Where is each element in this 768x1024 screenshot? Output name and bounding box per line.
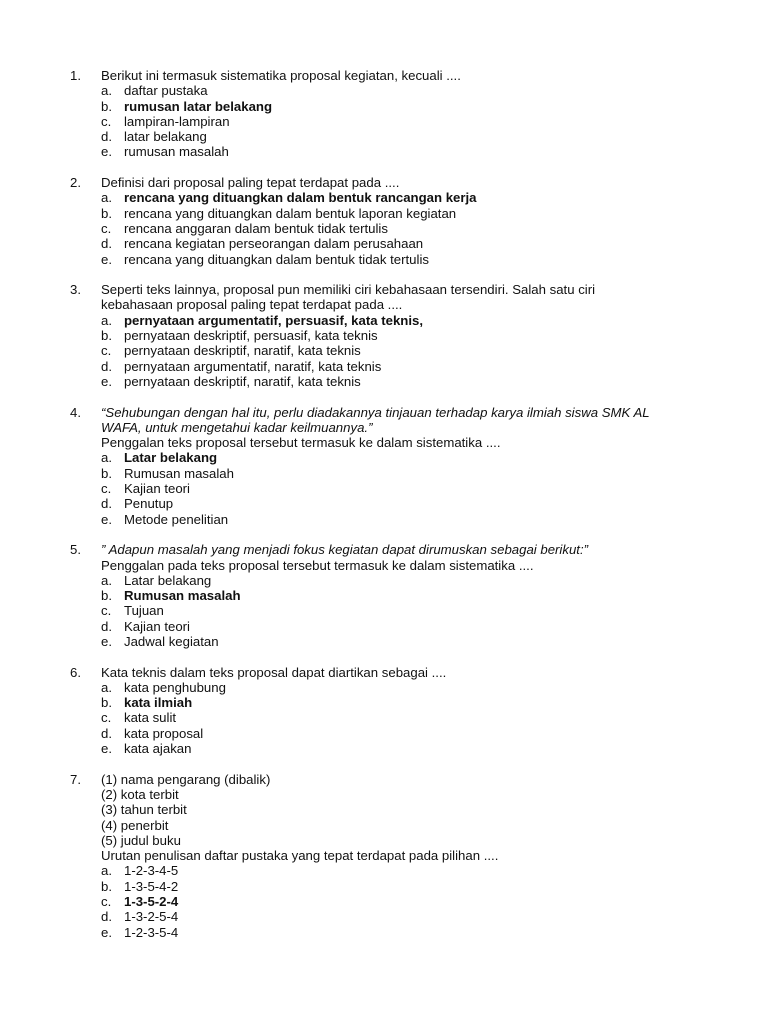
answer-option bbox=[101, 588, 701, 603]
option-label: b. bbox=[101, 878, 112, 894]
option-text: rencana yang dituangkan dalam bentuk laporan kegiatan bbox=[124, 205, 457, 221]
question-text-line: ” Adapun masalah yang menjadi fokus kegiatan dapat dirumuskan sebagai berikut:” bbox=[101, 542, 589, 558]
question-text-line: Berikut ini termasuk sistematika proposal kegiatan, kecuali .... bbox=[101, 68, 461, 83]
option-label: b. bbox=[101, 205, 112, 221]
question-text-line: “Sehubungan dengan hal itu, perlu diadakannya tinjauan terhadap karya ilmiah siswa SMK AL bbox=[101, 404, 650, 420]
option-label: d. bbox=[101, 358, 112, 374]
question-body bbox=[101, 542, 701, 649]
question-text-line: kebahasaan proposal paling tepat terdapat pada .... bbox=[101, 297, 403, 313]
option-label: c. bbox=[101, 710, 112, 726]
option-text: 1-2-3-5-4 bbox=[124, 924, 179, 940]
option-label: c. bbox=[101, 894, 112, 910]
answer-option bbox=[101, 374, 701, 389]
option-label: e. bbox=[101, 511, 112, 527]
answer-option bbox=[101, 99, 701, 114]
answer-option bbox=[101, 221, 701, 236]
question-number: 4. bbox=[70, 404, 81, 420]
option-label: e. bbox=[101, 373, 112, 389]
option-text: Jadwal kegiatan bbox=[124, 633, 219, 649]
answer-option bbox=[101, 206, 701, 221]
option-text: Rumusan masalah bbox=[124, 588, 241, 604]
option-label: e. bbox=[101, 924, 112, 940]
question-1 bbox=[0, 68, 768, 160]
question-3 bbox=[0, 282, 768, 389]
option-label: e. bbox=[101, 251, 112, 267]
question-body bbox=[101, 282, 701, 389]
answer-option bbox=[101, 343, 701, 358]
answer-option bbox=[101, 328, 701, 343]
answer-option bbox=[101, 252, 701, 267]
question-5 bbox=[0, 542, 768, 649]
question-text-line: (1) nama pengarang (dibalik) bbox=[101, 771, 271, 787]
question-body bbox=[101, 772, 701, 940]
question-number: 7. bbox=[70, 771, 81, 787]
question-text-line: (4) penerbit bbox=[101, 817, 169, 833]
question-text-line: Penggalan teks proposal tersebut termasuk ke dalam sistematika .... bbox=[101, 435, 501, 451]
answer-option bbox=[101, 512, 701, 527]
answer-option bbox=[101, 680, 701, 695]
option-text: 1-3-5-4-2 bbox=[124, 878, 179, 894]
question-body bbox=[101, 68, 701, 160]
option-text: rencana kegiatan perseorangan dalam perusahaan bbox=[124, 236, 424, 252]
option-label: a. bbox=[101, 83, 112, 99]
question-number: 5. bbox=[70, 542, 81, 558]
option-label: d. bbox=[101, 129, 112, 145]
option-text: Penutup bbox=[124, 496, 174, 512]
question-text-line: Penggalan pada teks proposal tersebut termasuk ke dalam sistematika .... bbox=[101, 557, 534, 573]
option-text: pernyataan argumentatif, persuasif, kata teknis, bbox=[124, 312, 424, 328]
option-label: b. bbox=[101, 328, 112, 344]
option-text: kata proposal bbox=[124, 725, 204, 741]
option-label: a. bbox=[101, 190, 112, 206]
answer-option bbox=[101, 863, 701, 878]
question-text-line: WAFA, untuk mengetahui kadar keilmuannya.” bbox=[101, 419, 373, 435]
option-text: Kajian teori bbox=[124, 618, 190, 634]
answer-option bbox=[101, 894, 701, 909]
option-text: kata ajakan bbox=[124, 741, 192, 757]
question-body bbox=[101, 665, 701, 757]
option-text: rencana yang dituangkan dalam bentuk tidak tertulis bbox=[124, 251, 429, 267]
answer-option bbox=[101, 741, 701, 756]
answer-option bbox=[101, 726, 701, 741]
option-text: kata penghubung bbox=[124, 679, 226, 695]
option-text: Rumusan masalah bbox=[124, 465, 234, 481]
option-label: b. bbox=[101, 98, 112, 114]
answer-option bbox=[101, 190, 701, 205]
option-label: c. bbox=[101, 220, 112, 236]
question-number: 2. bbox=[70, 175, 81, 191]
option-text: rencana yang dituangkan dalam bentuk rancangan kerja bbox=[124, 190, 477, 206]
question-number: 1. bbox=[70, 68, 81, 83]
option-label: e. bbox=[101, 633, 112, 649]
answer-option bbox=[101, 925, 701, 940]
answer-option bbox=[101, 481, 701, 496]
option-label: d. bbox=[101, 618, 112, 634]
answer-option bbox=[101, 83, 701, 98]
option-text: kata ilmiah bbox=[124, 695, 193, 711]
option-text: Tujuan bbox=[124, 603, 164, 619]
question-number: 6. bbox=[70, 664, 81, 680]
option-text: kata sulit bbox=[124, 710, 177, 726]
question-text-line: Kata teknis dalam teks proposal dapat diartikan sebagai .... bbox=[101, 664, 447, 680]
answer-option bbox=[101, 695, 701, 710]
option-text: latar belakang bbox=[124, 129, 207, 145]
answer-option bbox=[101, 603, 701, 618]
option-text: daftar pustaka bbox=[124, 83, 208, 99]
option-text: 1-3-5-2-4 bbox=[124, 894, 179, 910]
answer-option bbox=[101, 144, 701, 159]
answer-option bbox=[101, 466, 701, 481]
answer-option bbox=[101, 359, 701, 374]
answer-option bbox=[101, 573, 701, 588]
option-text: pernyataan deskriptif, naratif, kata teknis bbox=[124, 343, 361, 359]
question-text-line: Definisi dari proposal paling tepat terdapat pada .... bbox=[101, 175, 400, 191]
option-label: a. bbox=[101, 312, 112, 328]
answer-option bbox=[101, 879, 701, 894]
option-label: a. bbox=[101, 450, 112, 466]
option-label: a. bbox=[101, 572, 112, 588]
answer-option bbox=[101, 114, 701, 129]
option-label: e. bbox=[101, 144, 112, 160]
option-text: lampiran-lampiran bbox=[124, 113, 230, 129]
option-text: rumusan latar belakang bbox=[124, 98, 273, 114]
option-label: a. bbox=[101, 863, 112, 879]
answer-option bbox=[101, 634, 701, 649]
question-4 bbox=[0, 405, 768, 527]
option-label: e. bbox=[101, 741, 112, 757]
answer-option bbox=[101, 236, 701, 251]
answer-option bbox=[101, 909, 701, 924]
answer-option bbox=[101, 619, 701, 634]
option-text: Latar belakang bbox=[124, 572, 212, 588]
option-label: c. bbox=[101, 481, 112, 497]
option-label: c. bbox=[101, 113, 112, 129]
option-text: 1-2-3-4-5 bbox=[124, 863, 179, 879]
question-text-line: (2) kota terbit bbox=[101, 786, 179, 802]
question-body bbox=[101, 175, 701, 267]
option-text: rumusan masalah bbox=[124, 144, 229, 160]
option-text: rencana anggaran dalam bentuk tidak tertulis bbox=[124, 220, 388, 236]
question-text-line: Urutan penulisan daftar pustaka yang tepat terdapat pada pilihan .... bbox=[101, 848, 499, 864]
option-label: b. bbox=[101, 588, 112, 604]
answer-option bbox=[101, 313, 701, 328]
question-2 bbox=[0, 175, 768, 267]
question-text-line: (3) tahun terbit bbox=[101, 802, 187, 818]
answer-option bbox=[101, 129, 701, 144]
question-number: 3. bbox=[70, 282, 81, 298]
option-label: d. bbox=[101, 725, 112, 741]
option-label: d. bbox=[101, 496, 112, 512]
option-text: Latar belakang bbox=[124, 450, 218, 466]
option-label: d. bbox=[101, 909, 112, 925]
option-label: a. bbox=[101, 679, 112, 695]
question-text-line: (5) judul buku bbox=[101, 832, 181, 848]
option-label: d. bbox=[101, 236, 112, 252]
option-text: pernyataan deskriptif, naratif, kata teknis bbox=[124, 373, 361, 389]
option-label: b. bbox=[101, 465, 112, 481]
answer-option bbox=[101, 710, 701, 725]
option-text: Metode penelitian bbox=[124, 511, 229, 527]
option-text: pernyataan deskriptif, persuasif, kata teknis bbox=[124, 328, 378, 344]
question-list bbox=[0, 68, 768, 955]
option-label: c. bbox=[101, 343, 112, 359]
question-body bbox=[101, 405, 701, 527]
option-label: b. bbox=[101, 695, 112, 711]
option-text: 1-3-2-5-4 bbox=[124, 909, 179, 925]
answer-option bbox=[101, 450, 701, 465]
option-label: c. bbox=[101, 603, 112, 619]
question-6 bbox=[0, 665, 768, 757]
answer-option bbox=[101, 496, 701, 511]
option-text: pernyataan argumentatif, naratif, kata teknis bbox=[124, 358, 382, 374]
question-text-line: Seperti teks lainnya, proposal pun memiliki ciri kebahasaan tersendiri. Salah satu ciri bbox=[101, 282, 596, 298]
question-7 bbox=[0, 772, 768, 940]
option-text: Kajian teori bbox=[124, 481, 190, 497]
